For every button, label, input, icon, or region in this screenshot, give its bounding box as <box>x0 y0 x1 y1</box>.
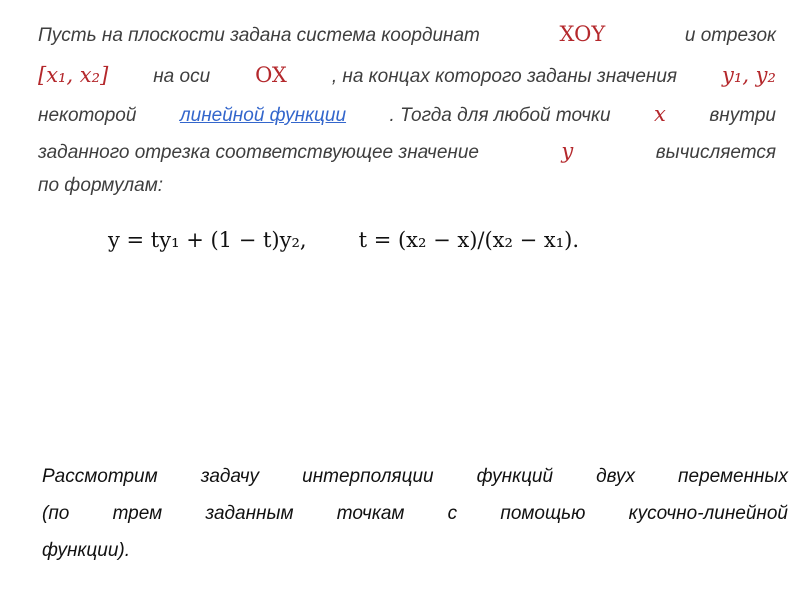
interpolation-formula <box>108 228 579 252</box>
math-x: x <box>654 102 666 126</box>
text-segment: (по трем заданным точкам с помощью кусочно-линейной <box>42 503 788 524</box>
text-segment: на оси <box>153 66 211 87</box>
paragraph1-line3 <box>38 102 776 127</box>
math-segment-interval: [x₁, x₂] <box>38 63 109 87</box>
paragraph1-line5 <box>38 175 776 197</box>
math-y: y <box>561 139 574 163</box>
text-segment: , на концах которого заданы значения <box>331 66 678 87</box>
text-segment: вычисляется <box>655 142 776 163</box>
text-segment: Пусть на плоскости задана система координат <box>38 25 480 46</box>
text-segment: . Тогда для любой точки <box>389 105 611 126</box>
text-segment: и отрезок <box>684 25 776 46</box>
linear-function-link[interactable]: линейной функции <box>179 105 347 126</box>
text-segment: функции). <box>42 540 130 561</box>
paragraph2-line3 <box>42 540 788 577</box>
formula-t: t = (x₂ − x)/(x₂ − x₁). <box>358 228 580 252</box>
paragraph1-line2 <box>38 63 776 88</box>
formula-y: y = ty₁ + (1 − t)y₂, <box>108 228 307 252</box>
paragraph2-line2 <box>42 503 788 540</box>
math-y-values: y₁, y₂ <box>722 63 776 87</box>
paragraph2 <box>42 466 788 577</box>
paragraph1-line4 <box>38 139 776 164</box>
paragraph1-line1 <box>38 22 776 47</box>
math-xoy: XOY <box>559 22 606 46</box>
text-segment: внутри <box>709 105 776 126</box>
text-segment: по формулам: <box>38 175 163 196</box>
text-segment: Рассмотрим задачу интерполяции функций двух переменных <box>42 466 788 487</box>
text-segment: некоторой <box>38 105 137 126</box>
paragraph2-line1 <box>42 466 788 503</box>
math-ox: OX <box>255 63 287 87</box>
text-segment: заданного отрезка соответствующее значение <box>38 142 479 163</box>
